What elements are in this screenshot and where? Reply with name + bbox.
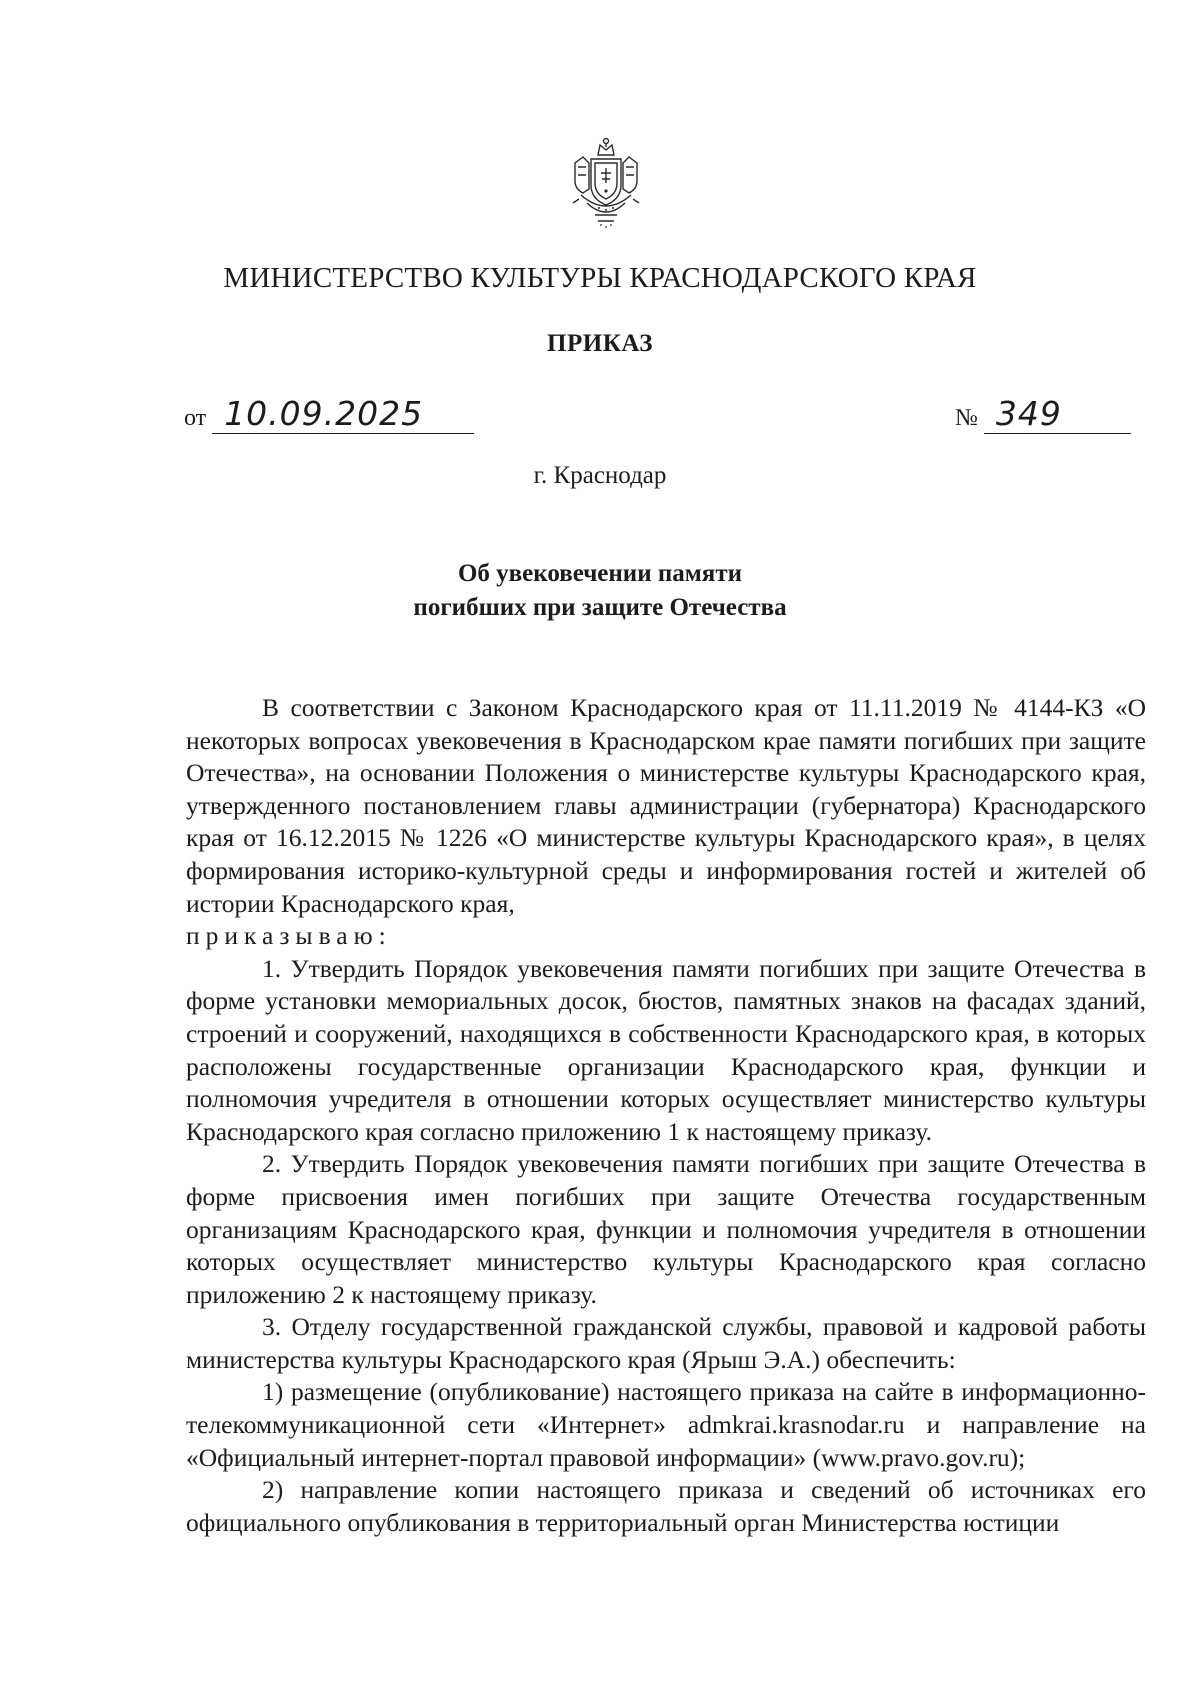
order-body: [186, 692, 1146, 1539]
number-prefix: №: [955, 405, 978, 431]
clause-1: 1. Утвердить Порядок увековечения памяти погибших при защите Отечества в форме установки мемориальных досок, бюстов, памятных знаков на фасадах зданий, строений и сооружений, находящихся в собственности Краснодарского края, в которых расположены государственные организации Краснодарского края, функции и полномочия учредителя в отношении которых осуществляет министерство культуры Краснодарского края согласно приложению 1 к настоящему приказу.: [186, 953, 1146, 1146]
date-prefix: от: [184, 405, 207, 431]
issue-city: г. Краснодар: [533, 462, 667, 489]
order-directive-word: приказываю:: [186, 921, 392, 951]
subject-line-2: погибших при защите Отечества: [413, 594, 787, 621]
order-subject: [0, 557, 1200, 625]
order-date-line: [184, 395, 474, 434]
clause-3-subitem-2: 2) направление копии настоящего приказа и сведений об источниках его официального опубликования в территориальный орган Министерства юстиции: [186, 1475, 1146, 1537]
subject-line-1: Об увековечении памяти: [457, 560, 743, 587]
clause-3: 3. Отделу государственной гражданской службы, правовой и кадровой работы министерства культуры Краснодарского края (Ярыш Э.А.) обеспечить:: [186, 1312, 1146, 1374]
order-number-handwritten: 349: [984, 395, 1131, 434]
order-date-handwritten: 10.09.2025: [212, 395, 474, 434]
ministry-name: МИНИСТЕРСТВО КУЛЬТУРЫ КРАСНОДАРСКОГО КРАЯ: [223, 262, 977, 294]
clause-2: 2. Утвердить Порядок увековечения памяти погибших при защите Отечества в форме присвоения имен погибших при защите Отечества государственным организациям Краснодарского края, функции и полномочия учредителя в отношении которых осуществляет министерство культуры Краснодарского края согласно приложению 2 к настоящему приказу.: [186, 1149, 1146, 1309]
order-number-line: [955, 395, 1131, 434]
preamble-paragraph: В соответствии с Законом Краснодарского края от 11.11.2019 № 4144-КЗ «О некоторых вопросах увековечения в Краснодарском крае памяти погибших при защите Отечества», на основании Положения о министерстве культуры Краснодарского края, утвержденного постановлением главы администрации (губернатора) Краснодарского края от 16.12.2015 № 1226 «О министерстве культуры Краснодарского края», в целях формирования историко-культурной среды и информирования гостей и жителей об истории Краснодарского края,: [186, 693, 1146, 918]
coat-of-arms-emblem: [565, 133, 647, 233]
clause-3-subitem-1: 1) размещение (опубликование) настоящего приказа на сайте в информационно-телекоммуникационной сети «Интернет» admkrai.krasnodar.ru и направление на «Официальный интернет-портал правовой информации» (www.pravo.gov.ru);: [186, 1377, 1146, 1472]
document-type-title: ПРИКАЗ: [547, 330, 653, 357]
